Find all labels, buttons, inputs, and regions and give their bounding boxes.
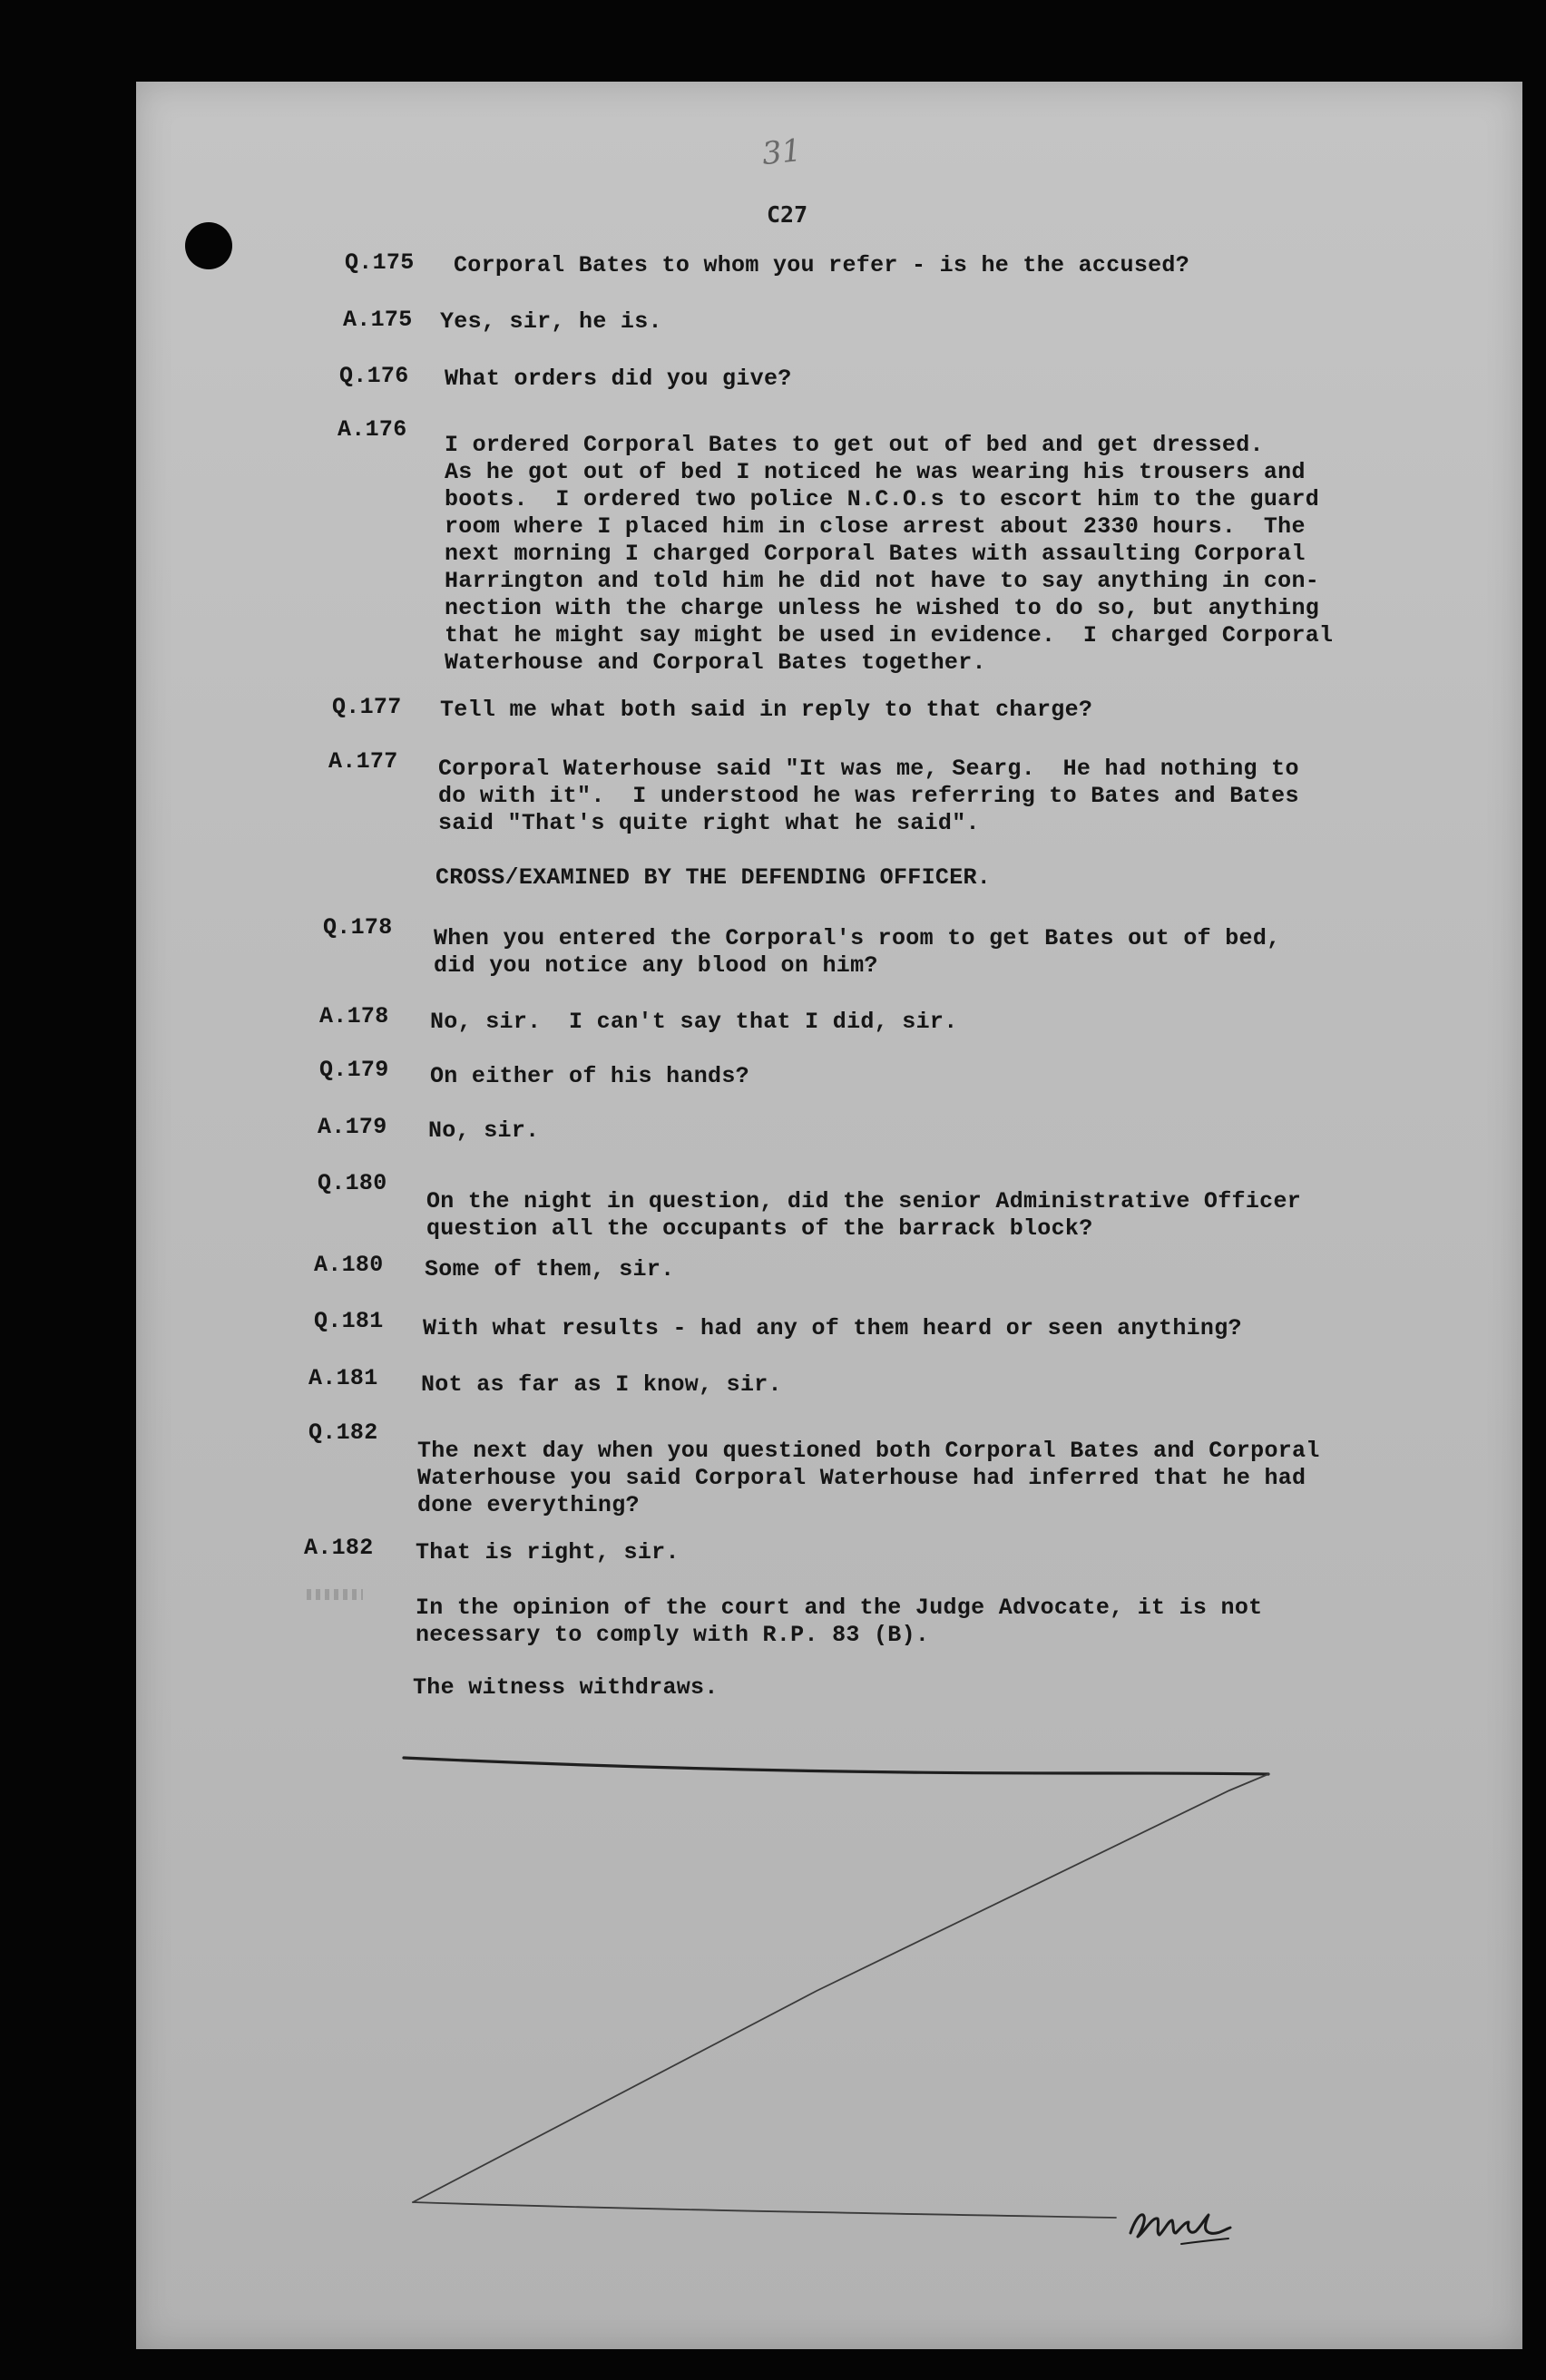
- entry-label: A.180: [314, 1252, 384, 1278]
- section-heading: CROSS/EXAMINED BY THE DEFENDING OFFICER.: [435, 864, 992, 891]
- entry-text: Tell me what both said in reply to that charge?: [440, 697, 1093, 723]
- entry-label: A.178: [319, 1003, 389, 1029]
- handwritten-initials: [1127, 2197, 1236, 2251]
- entry-label: A.179: [318, 1114, 387, 1140]
- entry-label: A.177: [328, 748, 398, 775]
- entry-label: Q.177: [332, 694, 402, 720]
- entry-text: Some of them, sir.: [425, 1256, 675, 1283]
- entry-text: The next day when you questioned both Corporal Bates and Corporal Waterhouse you said Corporal Waterhouse had inferred that he had done everything?: [417, 1438, 1320, 1518]
- entry-label: Q.178: [323, 914, 393, 941]
- entry-text: Corporal Waterhouse said "It was me, Searg. He had nothing to do with it". I understood he was referring to Bates and Bates said "That's quite right what he said".: [438, 756, 1299, 836]
- entry-label: Q.175: [345, 249, 415, 276]
- entry-label: Q.182: [308, 1419, 378, 1446]
- faded-mark: [307, 1589, 363, 1600]
- entry-text: When you entered the Corporal's room to get Bates out of bed, did you notice any blood on him?: [434, 925, 1281, 979]
- entry-text: Not as far as I know, sir.: [421, 1371, 782, 1398]
- entry-label: A.175: [343, 307, 413, 333]
- entry-label: Q.179: [319, 1057, 389, 1083]
- handwritten-page-number: 31: [760, 132, 804, 173]
- punch-hole: [185, 222, 232, 269]
- entry-text: Corporal Bates to whom you refer - is he the accused?: [454, 252, 1190, 278]
- entry-text: With what results - had any of them heard or seen anything?: [423, 1315, 1242, 1341]
- entry-text: On either of his hands?: [430, 1063, 749, 1089]
- closing-line: The witness withdraws.: [413, 1674, 719, 1701]
- closing-paragraph: In the opinion of the court and the Judge Advocate, it is not necessary to comply with R.P. 83 (B).: [416, 1595, 1263, 1648]
- entry-label: Q.176: [339, 363, 409, 389]
- entry-text: I ordered Corporal Bates to get out of bed and get dressed. As he got out of bed I noticed he was wearing his trousers and boots. I ordered two police N.C.O.s to escort him to the guard room where I placed him in close arrest about 2330 hours. The next morning I charged Corporal Bates with assaulting Corporal Harrington and told him he did not have to say anything in con- nection with the charge unless he wished to do so, but anything that he might say might be used in evidence. I charged Corporal Waterhouse and Corporal Bates together.: [445, 432, 1334, 676]
- entry-label: A.176: [338, 416, 407, 443]
- document-code: C27: [767, 201, 808, 228]
- entry-text: On the night in question, did the senior Administrative Officer question all the occupants of the barrack block?: [426, 1188, 1302, 1242]
- entry-label: Q.181: [314, 1308, 384, 1334]
- entry-label: Q.180: [318, 1170, 387, 1196]
- entry-text: That is right, sir.: [416, 1539, 680, 1566]
- entry-text: No, sir.: [428, 1117, 540, 1144]
- entry-text: No, sir. I can't say that I did, sir.: [430, 1009, 958, 1035]
- entry-label: A.181: [308, 1365, 378, 1391]
- entry-text: Yes, sir, he is.: [440, 308, 662, 335]
- entry-text: What orders did you give?: [445, 366, 792, 392]
- entry-label: A.182: [304, 1535, 374, 1561]
